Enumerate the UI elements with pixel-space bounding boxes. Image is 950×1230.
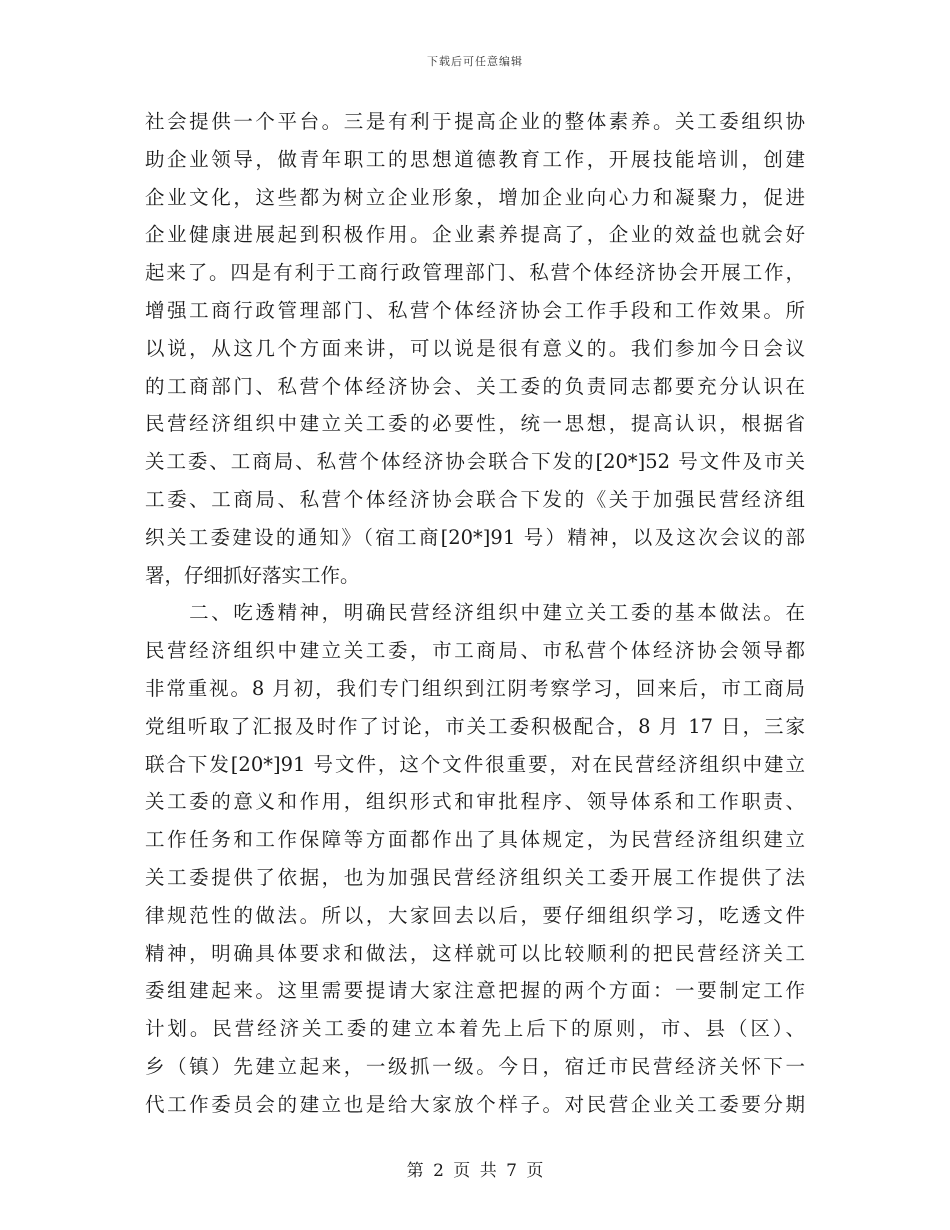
text-line: 以说，从这几个方面来讲，可以说是很有意义的。我们参加今日会议 — [145, 336, 805, 360]
text-line: 关工委的意义和作用，组织形式和审批程序、领导体系和工作职责、 — [145, 790, 805, 814]
page-header: 下载后可任意编辑 — [427, 55, 523, 68]
text-line: 律规范性的做法。所以，大家回去以后，要仔细组织学习，吃透文件 — [145, 903, 805, 927]
text-line: 工作任务和工作保障等方面都作出了具体规定，为民营经济组织建立 — [145, 828, 805, 852]
text-line: 社会提供一个平台。三是有利于提高企业的整体素养。关工委组织协 — [145, 110, 805, 133]
text-line: 增强工商行政管理部门、私营个体经济协会工作手段和工作效果。所 — [145, 298, 805, 322]
text-line: 企业健康进展起到积极作用。企业素养提高了，企业的效益也就会好 — [145, 223, 805, 247]
text-line: 民营经济组织中建立关工委，市工商局、市私营个体经济协会领导都 — [145, 639, 805, 663]
text-line: 织关工委建设的通知》（宿工商[20*]91 号）精神，以及这次会议的部 — [145, 525, 805, 549]
document-body — [145, 103, 805, 1124]
text-line: 企业文化，这些都为树立企业形象，增加企业向心力和凝聚力，促进 — [145, 185, 805, 209]
page-number: 第 2 页 共 7 页 — [406, 1161, 544, 1181]
text-line: 党组听取了汇报及时作了讨论，市关工委积极配合，8 月 17 日，三家 — [145, 714, 805, 738]
text-line: 联合下发[20*]91 号文件，这个文件很重要，对在民营经济组织中建立 — [145, 752, 805, 776]
text-line: 的工商部门、私营个体经济协会、关工委的负责同志都要充分认识在 — [145, 374, 805, 398]
text-line: 关工委提供了依据，也为加强民营经济组织关工委开展工作提供了法 — [145, 865, 805, 889]
text-line: 委组建起来。这里需要提请大家注意把握的两个方面：一要制定工作 — [145, 979, 805, 1003]
text-line: 代工作委员会的建立也是给大家放个样子。对民营企业关工委要分期 — [145, 1092, 805, 1116]
text-line: 署，仔细抓好落实工作。 — [145, 563, 360, 587]
text-line: 非常重视。8 月初，我们专门组织到江阴考察学习，回来后，市工商局 — [145, 676, 805, 700]
text-line: 民营经济组织中建立关工委的必要性，统一思想，提高认识，根据省 — [145, 412, 805, 436]
text-line: 助企业领导，做青年职工的思想道德教育工作，开展技能培训，创建 — [145, 147, 805, 171]
text-line: 精神，明确具体要求和做法，这样就可以比较顺利的把民营经济关工 — [145, 941, 805, 965]
text-line: 工委、工商局、私营个体经济协会联合下发的《关于加强民营经济组 — [145, 487, 805, 511]
text-line: 乡（镇）先建立起来，一级抓一级。今日，宿迁市民营经济关怀下一 — [145, 1054, 805, 1078]
text-line: 关工委、工商局、私营个体经济协会联合下发的[20*]52 号文件及市关 — [145, 450, 805, 474]
text-line: 起来了。四是有利于工商行政管理部门、私营个体经济协会开展工作， — [145, 261, 805, 285]
text-line: 计划。民营经济关工委的建立本着先上后下的原则，市、县（区）、 — [145, 1017, 805, 1041]
text-line: 二、吃透精神，明确民营经济组织中建立关工委的基本做法。在 — [145, 601, 805, 625]
